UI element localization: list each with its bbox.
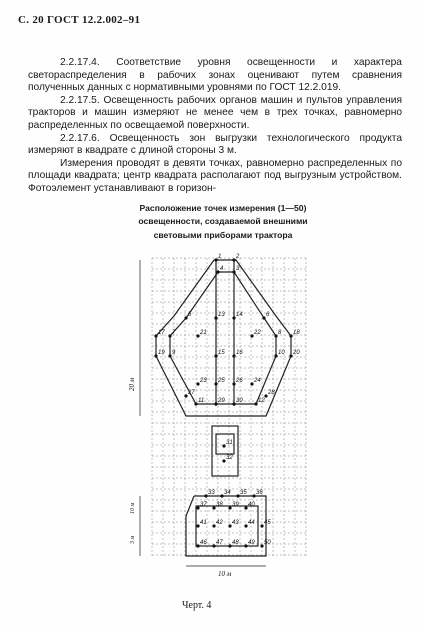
point-label: 21 [200,330,207,336]
point-label: 41 [200,520,207,526]
point-label: 26 [236,378,243,384]
point-label: 27 [188,390,195,396]
dim-label-10m-width: 10 м [218,570,232,576]
point-label: 30 [236,398,243,404]
page-header: С. 20 ГОСТ 12.2.002–91 [18,14,141,26]
dim-label-20m: 20 м [128,377,136,391]
point-label: 28 [268,390,275,396]
point-label: 49 [248,540,255,546]
point-label: 11 [198,398,205,404]
point-label: 1 [218,254,222,260]
point-label: 24 [254,378,261,384]
point-label: 42 [216,520,223,526]
point-label: 2 [236,254,240,260]
point-label: 22 [254,330,261,336]
figure-caption: Черт. 4 [182,600,212,611]
point-label: 17 [158,330,165,336]
point-label: 37 [200,502,207,508]
figure-title-line-3: световыми приборами трактора [153,229,293,240]
point-label: 7 [172,330,176,336]
point-label: 18 [293,330,300,336]
dim-label-3m: 3 м [130,535,136,544]
point-label: 23 [200,378,207,384]
point-label: 43 [232,520,239,526]
point-label: 44 [248,520,255,526]
measurement-diagram [126,246,326,576]
paragraph-3: 2.2.17.6. Освещенность зон выгрузки технологического продукта измеряют в квадрате с длиной стороны 3 м. [28,132,402,157]
point-label: 31 [226,440,233,446]
point-label: 50 [264,540,271,546]
point-label: 14 [236,312,243,318]
point-label: 35 [240,490,247,496]
paragraph-4: Измерения проводят в девяти точках, равномерно распределенных по площади квадрата; центр квадрата располагают под выгрузным устройством. Фотоэлемент устанавливают в горизон- [28,157,402,194]
point-label: 25 [218,378,225,384]
point-label: 8 [278,330,282,336]
point-label: 13 [218,312,225,318]
paragraph-1: 2.2.17.4. Соответствие уровня освещенности и характера светораспределения в рабочих зонах оценивают путем сравнения полученных данных с нормативными уровнями по ГОСТ 12.2.019. [28,57,402,94]
point-label: 10 [278,350,285,356]
point-label: 12 [258,398,265,404]
point-label: 3 [236,266,240,272]
point-label: 16 [236,350,243,356]
inner-contour [170,272,276,404]
point-label: 5 [188,312,192,318]
point-label: 20 [293,350,300,356]
point-label: 36 [256,490,263,496]
point-label: 39 [232,502,239,508]
diagram-shapes [156,260,291,556]
point-label: 47 [216,540,223,546]
paragraph-2: 2.2.17.5. Освещенность рабочих органов машин и пультов управления тракторов и машин измеряют не менее чем в трех точках, равномерно распределенных по освещаемой поверхности. [28,94,402,131]
body-text [28,57,402,196]
point-label: 32 [226,455,233,461]
point-label: 34 [224,490,231,496]
point-label: 40 [248,502,255,508]
point-label: 19 [158,350,165,356]
point-label: 48 [232,540,239,546]
point-label: 29 [218,398,225,404]
figure-title [110,202,336,242]
point-label: 9 [172,350,176,356]
dim-label-10m-lower: 10 м [130,502,136,514]
point-label: 6 [266,312,270,318]
point-label: 45 [264,520,271,526]
point-label: 38 [216,502,223,508]
point-label: 4 [220,266,224,272]
point-label: 46 [200,540,207,546]
point-label: 33 [208,490,215,496]
point-label: 15 [218,350,225,356]
figure-title-line-1: Расположение точек измерения (1—50) [139,203,307,213]
figure-title-line-2: освещенности, создаваемой внешними [138,216,308,227]
grid [152,258,306,556]
